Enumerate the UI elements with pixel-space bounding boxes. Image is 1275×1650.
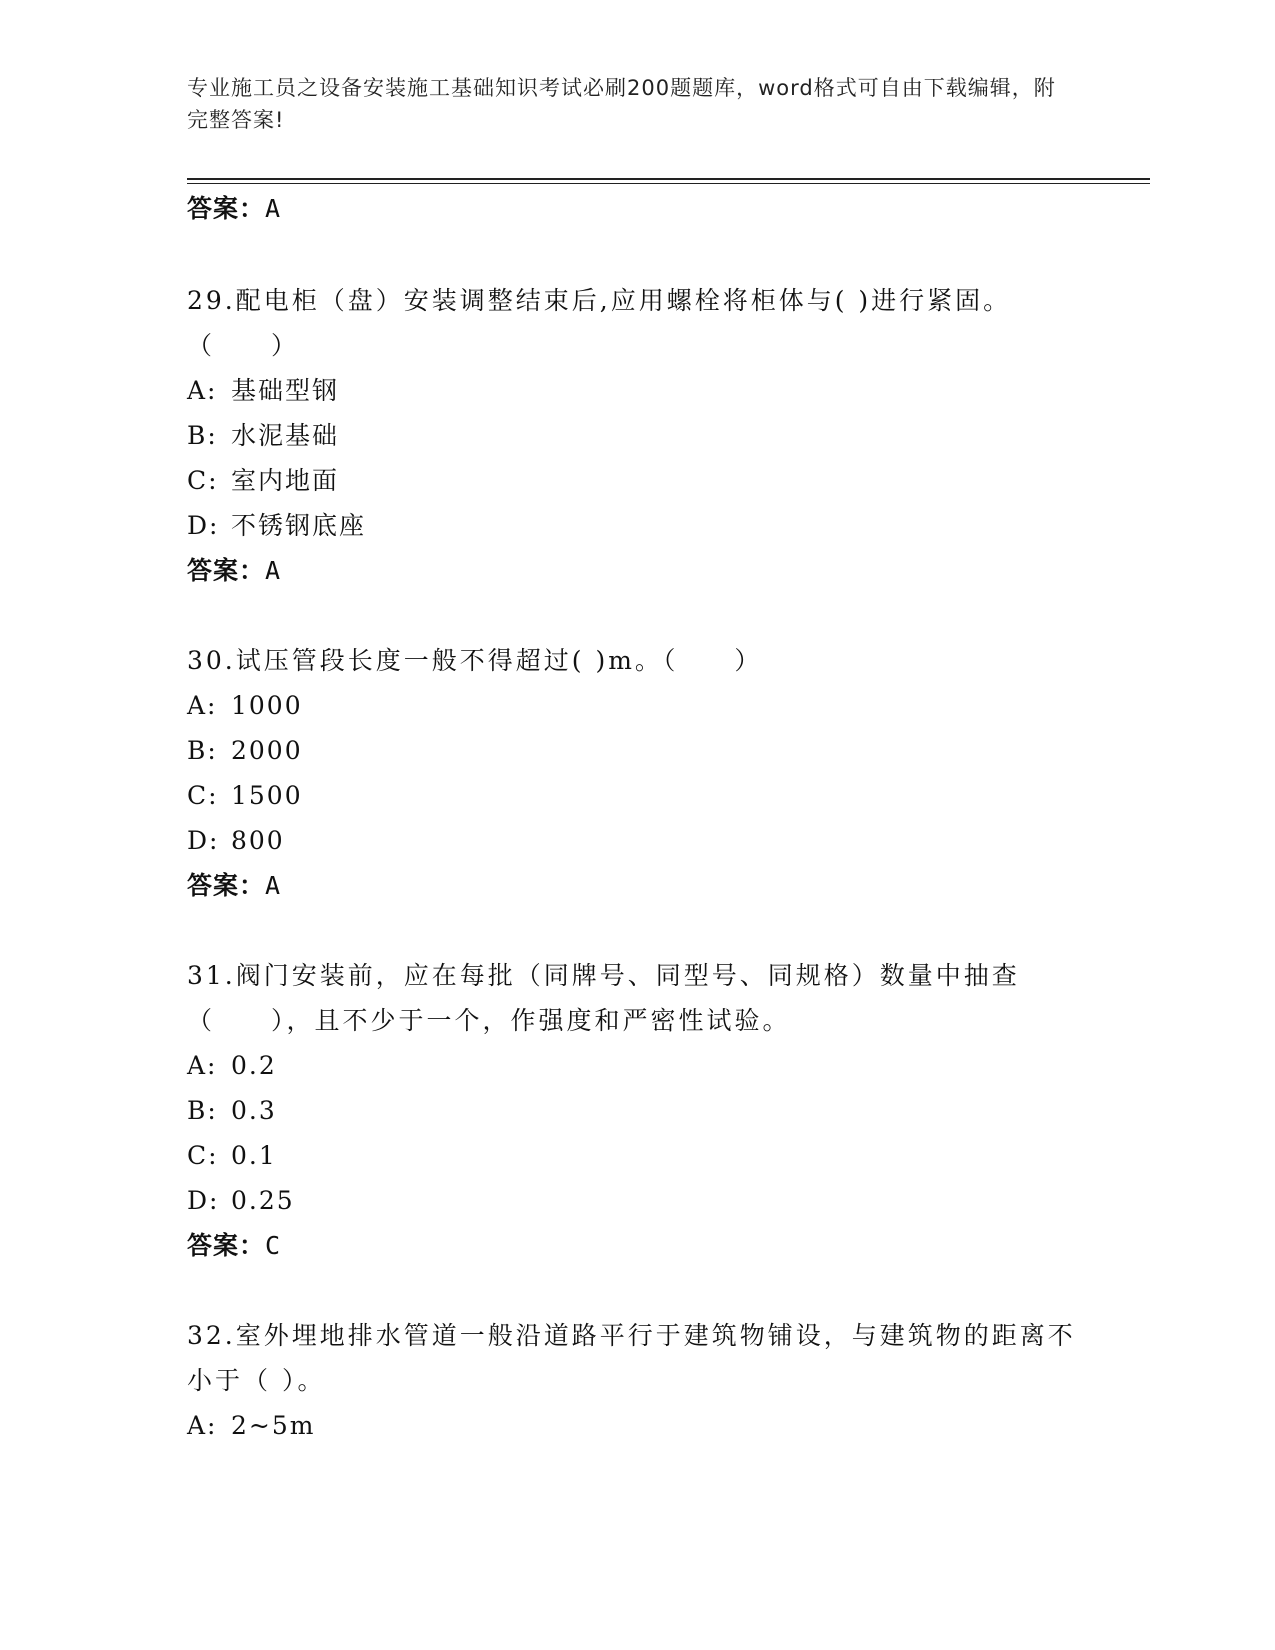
answer-line	[187, 863, 1077, 909]
option-text: 1500	[231, 781, 303, 810]
option-text: 不锈钢底座	[231, 511, 367, 540]
option-item	[187, 1178, 1077, 1223]
document-header-title: 专业施工员之设备安装施工基础知识考试必刷200题题库，word格式可自由下载编辑，附完整答案!	[187, 76, 1056, 132]
answer-line	[187, 186, 1077, 232]
answer-label: 答案：	[187, 194, 266, 223]
question-block	[187, 638, 1077, 909]
question-text: 29.配电柜（盘）安装调整结束后,应用螺栓将柜体与( )进行紧固。（ ）	[187, 286, 1012, 360]
option-letter: C:	[187, 466, 219, 495]
option-text: 室内地面	[231, 466, 340, 495]
option-letter: B:	[187, 736, 218, 765]
answer-label: 答案：	[187, 556, 266, 585]
option-letter: A:	[187, 376, 218, 405]
question-text: 31.阀门安装前，应在每批（同牌号、同型号、同规格）数量中抽查（ ），且不少于一个，作强度和严密性试验。	[187, 961, 1020, 1035]
option-text: 0.2	[231, 1051, 277, 1080]
question-block	[187, 953, 1077, 1269]
option-item	[187, 503, 1077, 548]
option-item	[187, 773, 1077, 818]
option-letter: A:	[187, 1411, 218, 1440]
option-item	[187, 818, 1077, 863]
option-item	[187, 413, 1077, 458]
option-letter: D:	[187, 826, 220, 855]
answer-value: A	[265, 194, 282, 223]
option-letter: A:	[187, 691, 218, 720]
question-block	[187, 278, 1077, 594]
header-divider-thin	[187, 183, 1150, 184]
answer-value: A	[265, 556, 282, 585]
option-text: 水泥基础	[231, 421, 340, 450]
option-letter: D:	[187, 511, 220, 540]
option-item	[187, 1088, 1077, 1133]
option-item	[187, 1403, 1077, 1448]
answer-line	[187, 1223, 1077, 1269]
option-item	[187, 458, 1077, 503]
option-item	[187, 683, 1077, 728]
option-letter: B:	[187, 1096, 218, 1125]
answer-label: 答案：	[187, 871, 266, 900]
option-letter: D:	[187, 1186, 220, 1215]
question-block	[187, 1313, 1077, 1448]
option-letter: C:	[187, 1141, 219, 1170]
question-text: 32.室外埋地排水管道一般沿道路平行于建筑物铺设，与建筑物的距离不小于（ ）。	[187, 1321, 1076, 1395]
option-list	[187, 1043, 1077, 1223]
option-item	[187, 728, 1077, 773]
answer-value: C	[265, 1231, 282, 1260]
option-list	[187, 1403, 1077, 1448]
option-text: 0.25	[231, 1186, 295, 1215]
option-item	[187, 1133, 1077, 1178]
question-list	[187, 186, 1077, 1448]
option-text: 2~5m	[231, 1411, 316, 1440]
option-letter: A:	[187, 1051, 218, 1080]
answer-label: 答案：	[187, 1231, 266, 1260]
option-text: 2000	[231, 736, 303, 765]
option-list	[187, 683, 1077, 863]
option-text: 800	[231, 826, 285, 855]
answer-value: A	[265, 871, 282, 900]
option-text: 0.3	[231, 1096, 277, 1125]
option-list	[187, 368, 1077, 548]
header-divider-thick	[187, 178, 1150, 180]
option-item	[187, 1043, 1077, 1088]
option-text: 0.1	[231, 1141, 277, 1170]
option-item	[187, 368, 1077, 413]
question-text: 30.试压管段长度一般不得超过( )m。（ ）	[187, 646, 763, 675]
answer-line	[187, 548, 1077, 594]
option-text: 1000	[231, 691, 303, 720]
option-letter: C:	[187, 781, 219, 810]
option-text: 基础型钢	[231, 376, 340, 405]
option-letter: B:	[187, 421, 218, 450]
